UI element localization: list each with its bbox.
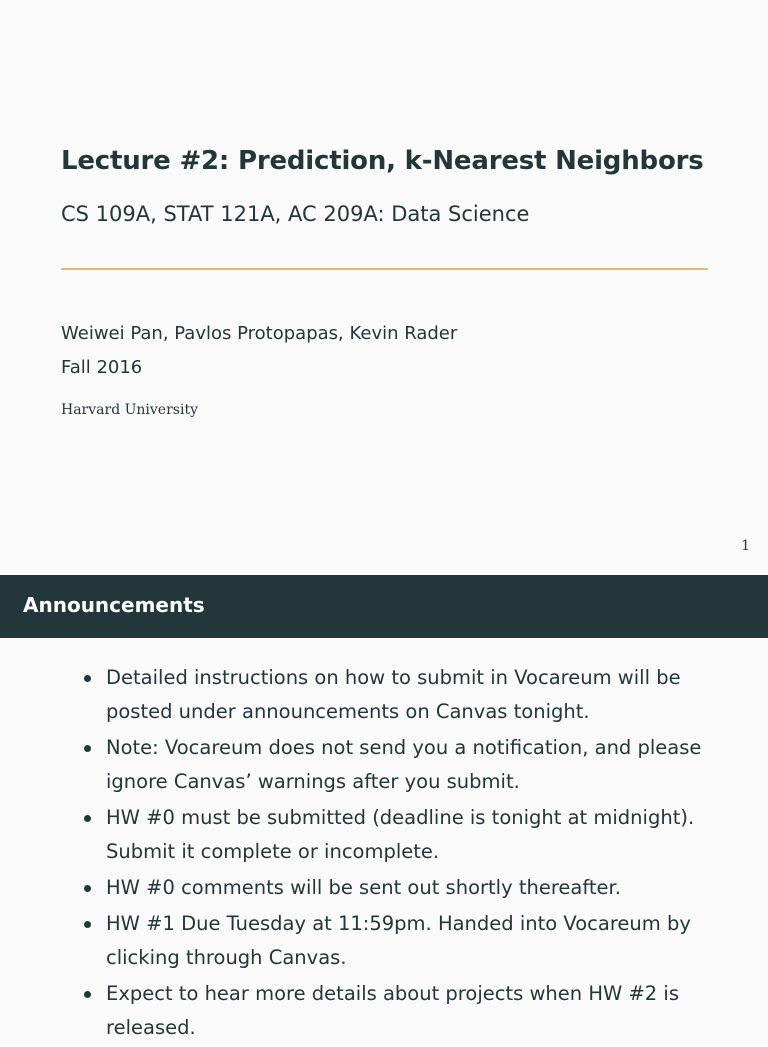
list-item [82,907,722,975]
frame-title: Announcements [23,593,205,617]
bullet-icon [84,991,91,998]
course-subtitle: CS 109A, STAT 121A, AC 209A: Data Science [61,202,530,226]
list-item [82,871,722,905]
date: Fall 2016 [61,357,143,378]
frame-header [0,575,768,638]
institute: Harvard University [61,402,198,418]
bullet-text: HW #0 must be submitted (deadline is tonight at midnight). Submit it complete or incomplete. [106,806,695,863]
list-item [82,731,722,799]
bullet-icon [84,745,91,752]
bullet-icon [84,921,91,928]
bullet-text: HW #1 Due Tuesday at 11:59pm. Handed into Vocareum by clicking through Canvas. [106,912,691,969]
bullet-text: HW #0 comments will be sent out shortly thereafter. [106,876,621,899]
announcements-slide [0,575,768,1039]
list-item [82,801,722,869]
lecture-title: Lecture #2: Prediction, k-Nearest Neighbors [61,146,704,176]
bullet-text: Note: Vocareum does not send you a notification, and please ignore Canvas’ warnings after you submit. [106,736,702,793]
bullet-text: Detailed instructions on how to submit in Vocareum will be posted under announcements on Canvas tonight. [106,666,681,723]
list-item [82,661,722,729]
bullet-icon [84,815,91,822]
bullet-icon [84,885,91,892]
page-number: 1 [741,538,750,554]
authors: Weiwei Pan, Pavlos Protopapas, Kevin Rader [61,323,458,344]
announcement-list [82,661,722,1047]
bullet-text: Expect to hear more details about projects when HW #2 is released. [106,982,679,1039]
bullet-icon [84,675,91,682]
list-item [82,977,722,1045]
title-divider [61,268,708,270]
